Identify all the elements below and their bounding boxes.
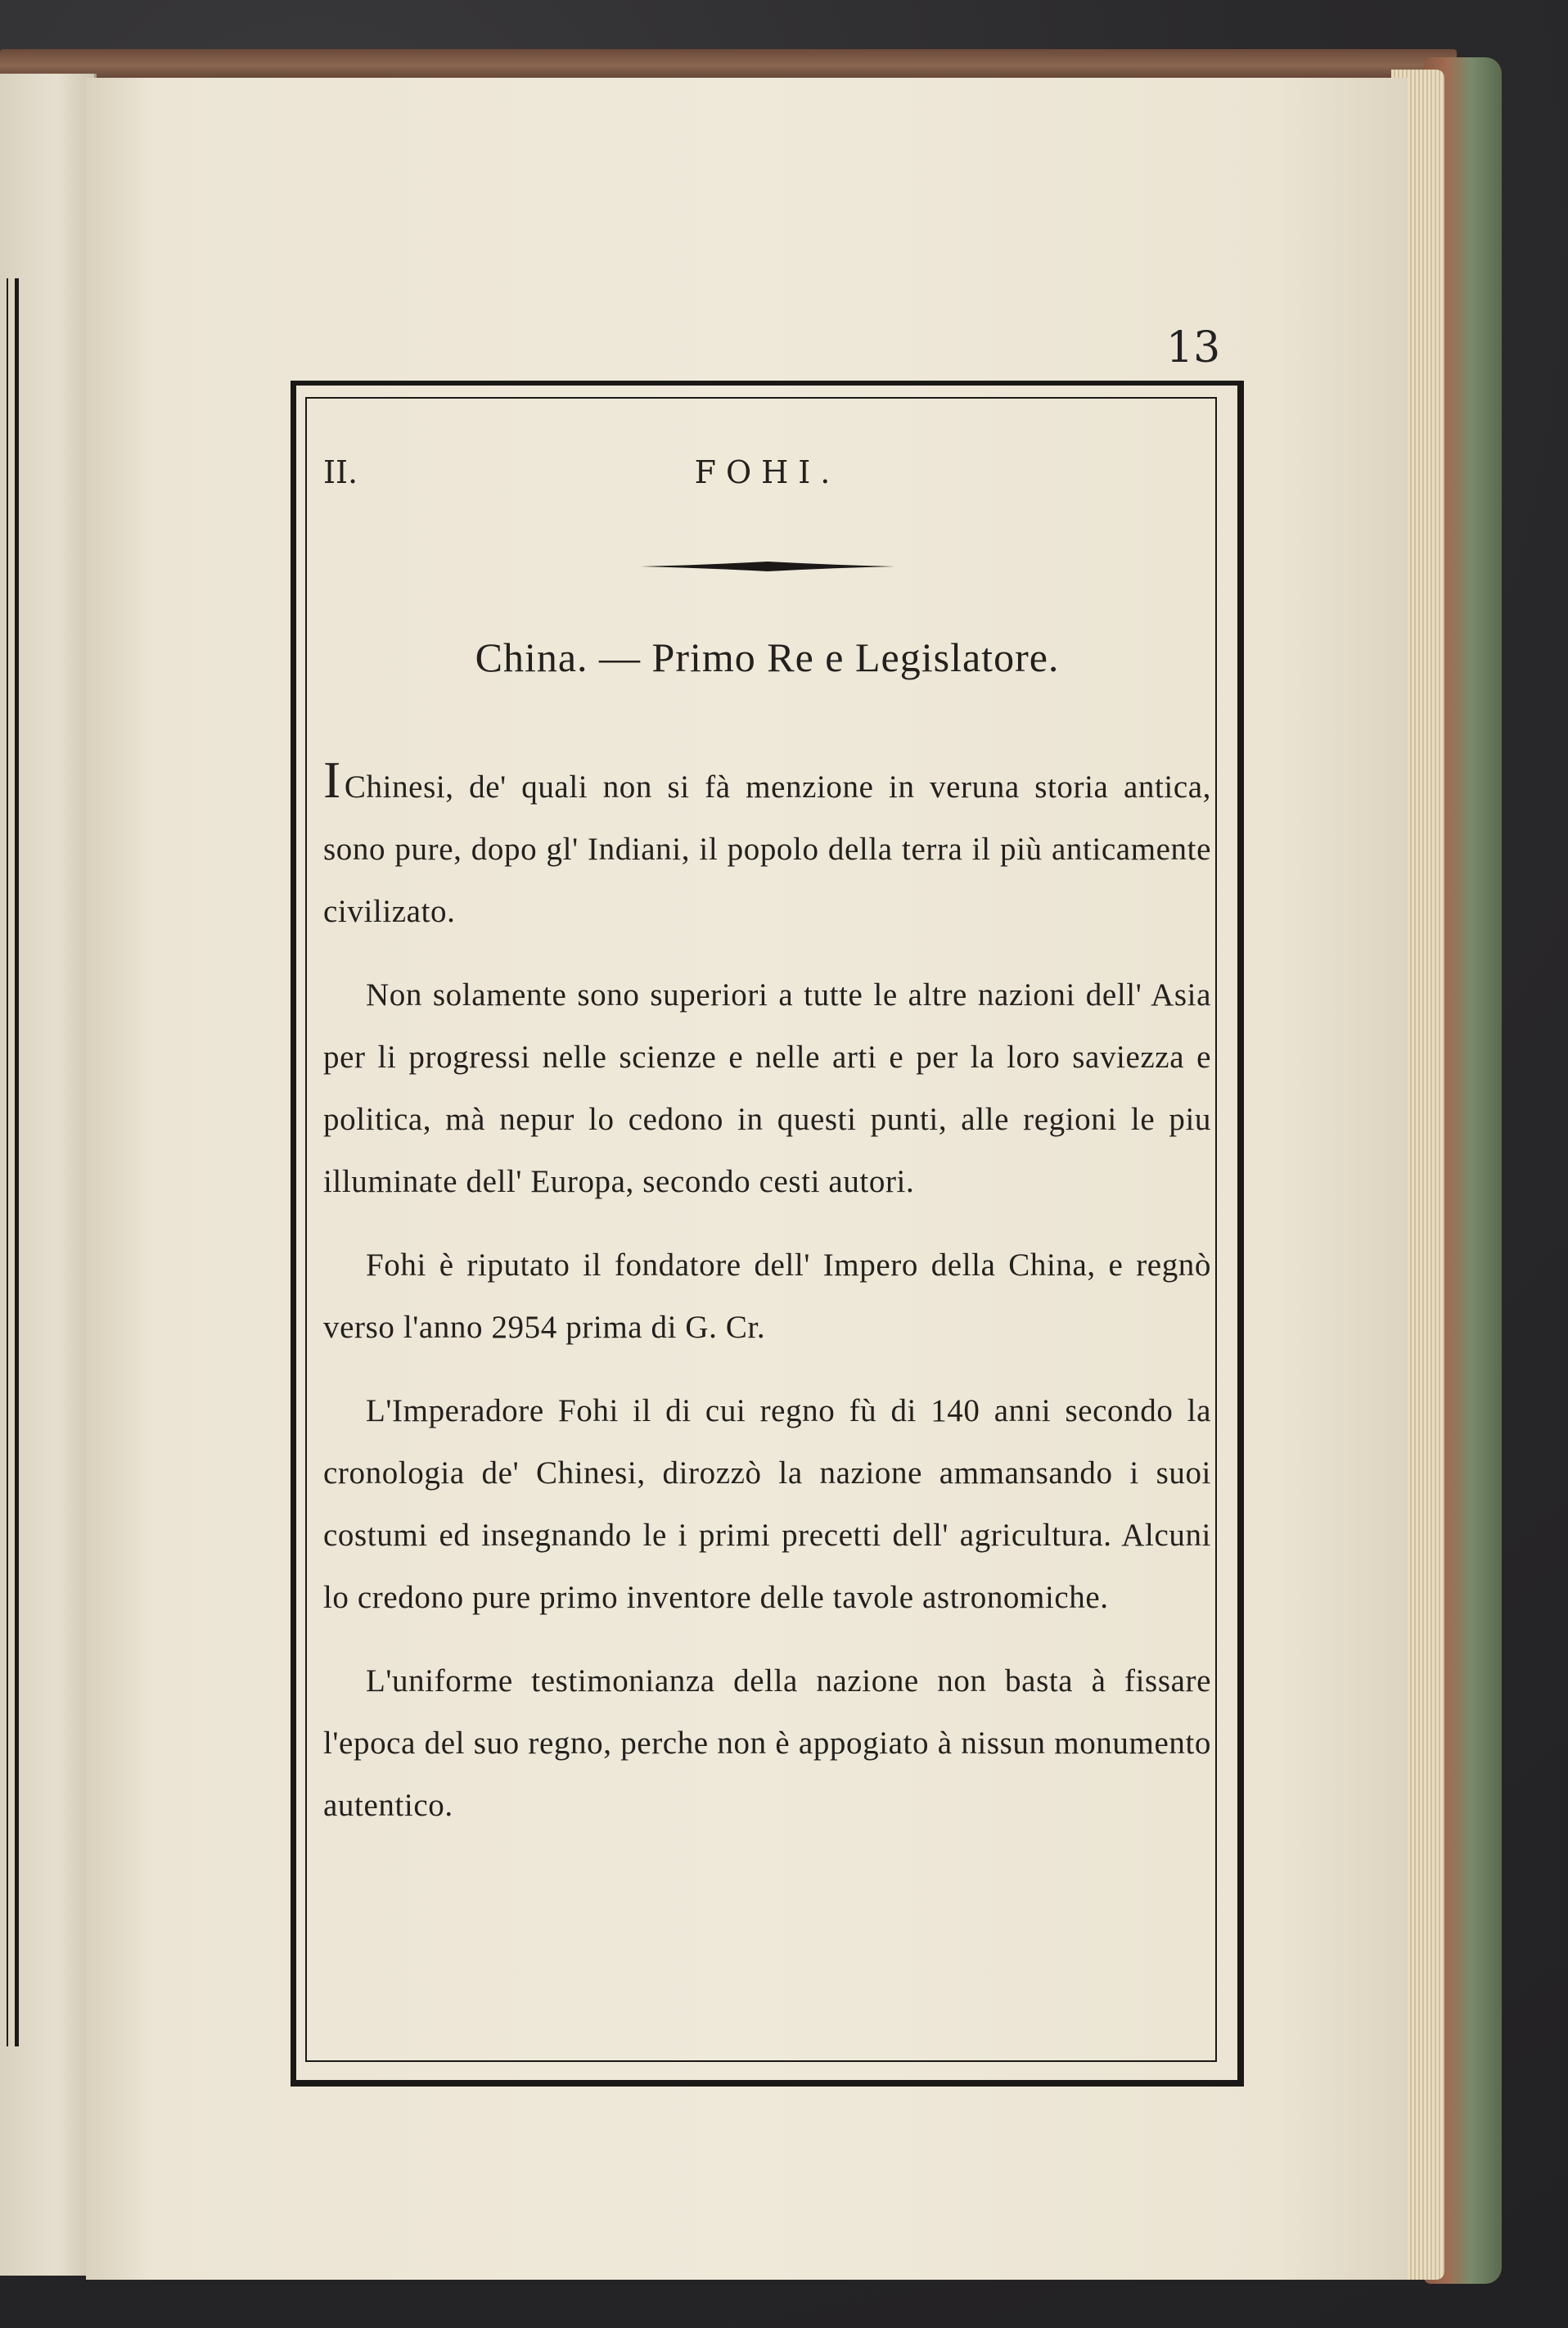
section-name: FOHI. (694, 454, 840, 490)
paragraph-3: Fohi è riputato il fondatore dell' Impero della China, e regnò verso l'anno 2954 prima di G. Cr. (323, 1247, 1211, 1345)
paragraph-1-text: Chinesi, de' quali non si fà menzione in veruna storia antica, sono pure, dopo gl' Indiani, il popolo della terra il più anticamente civilizato. (323, 769, 1211, 929)
paragraph-2: Non solamente sono superiori a tutte le altre nazioni dell' Asia per li progressi nelle scienze e nelle arti e per la loro saviezza e politica, mà nepur lo cedono in questi punti, alle regioni le piu illuminate dell' Europa, secondo cesti autori. (323, 977, 1211, 1199)
paragraph-5: L'uniforme testimonianza della nazione non basta à fissare l'epoca del suo regno, perche non è appogiato à nissun monumento autentico. (323, 1663, 1211, 1823)
page-number: 13 (1166, 323, 1221, 372)
previous-page-frame-inner (0, 278, 8, 2046)
paragraph-1 (323, 751, 1211, 943)
paragraph-4: L'Imperadore Fohi il di cui regno fù di 140 anni secondo la cronologia de' Chinesi, dirozzò la nazione ammansando i suoi costumi ed insegnando le i primi precetti dell' agricultura. Alcuni lo credono pure primo inventore delle tavole astronomiche. (323, 1393, 1211, 1615)
page-content (323, 438, 1211, 1837)
section-number: II. (323, 454, 358, 490)
previous-page (0, 74, 97, 2276)
drop-cap: I (323, 751, 341, 809)
ornament-rule-icon (641, 561, 894, 572)
book-binding-top (0, 49, 1457, 82)
chapter-subtitle: China. — Primo Re e Legislatore. (475, 634, 1060, 680)
section-header (323, 438, 1211, 512)
book-page (86, 78, 1408, 2280)
